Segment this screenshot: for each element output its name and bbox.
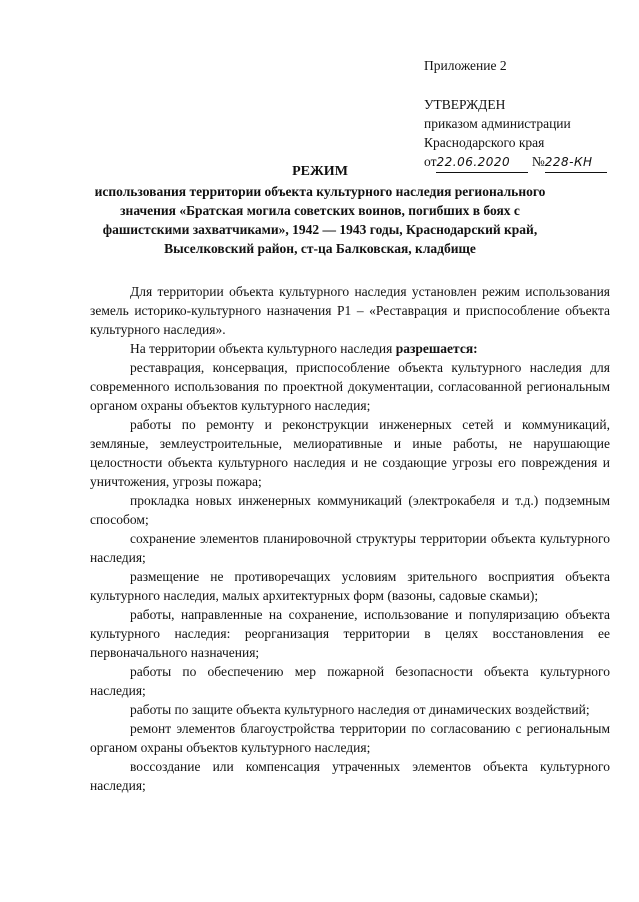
permitted-intro-paragraph	[90, 339, 610, 358]
handwritten-date: 22.06.2020	[436, 155, 511, 169]
approval-header	[424, 56, 607, 173]
paragraph: работы по защите объекта культурного наследия от динамических воздействий;	[130, 702, 590, 717]
paragraph: работы, направленные на сохранение, использование и популяризацию объекта культурного наследия: реорганизация территории в целях восстановления ее первоначального назначения;	[90, 607, 610, 660]
permitted-intro: На территории объекта культурного наследия	[130, 341, 393, 356]
order-line-2: Краснодарского края	[424, 135, 545, 150]
paragraph: работы по ремонту и реконструкции инженерных сетей и коммуникаций, земляные, землеустроительные, мелиоративные и иные работы, не нарушающие целостности объекта культурного наследия и не создающие угрозы его повреждения и уничтожения, угрозы пожара;	[90, 417, 610, 489]
paragraph: реставрация, консервация, приспособление объекта культурного наследия для современного использования по проектной документации, согласованной региональным органом охраны объектов культурного наследия;	[90, 360, 610, 413]
paragraph: работы по обеспечению мер пожарной безопасности объекта культурного наследия;	[90, 664, 610, 698]
paragraph: ремонт элементов благоустройства территории по согласованию с региональным органом охраны объектов культурного наследия;	[90, 721, 610, 755]
document-title: РЕЖИМ	[292, 164, 348, 179]
paragraph: сохранение элементов планировочной структуры территории объекта культурного наследия;	[90, 531, 610, 565]
order-line-1: приказом администрации	[424, 116, 571, 131]
paragraph: воссоздание или компенсация утраченных элементов объекта культурного наследия;	[90, 759, 610, 793]
paragraph: Для территории объекта культурного наследия установлен режим использования земель историко-культурного назначения Р1 – «Реставрация и приспособление объекта культурного наследия».	[90, 284, 610, 337]
document-body	[90, 282, 610, 795]
handwritten-number: 228-КН	[544, 155, 593, 169]
permitted-label: разрешается:	[395, 341, 478, 356]
paragraph: размещение не противоречащих условиям зрительного восприятия объекта культурного наследия, малых архитектурных форм (вазоны, садовые скамьи);	[90, 569, 610, 603]
appendix-label: Приложение 2	[424, 58, 507, 73]
document-title-block	[80, 162, 560, 258]
date-prefix: от	[424, 154, 437, 169]
approved-label: УТВЕРЖДЕН	[424, 97, 506, 112]
number-prefix: №	[531, 154, 545, 169]
document-subtitle: использования территории объекта культурного наследия регионального значения «Братская могила советских воинов, погибших в боях с фашистскими захватчиками», 1942 — 1943 годы, Краснодарский край, Выселковский район, ст-ца Балковская, кладбище	[94, 184, 546, 256]
paragraph: прокладка новых инженерных коммуникаций (электрокабеля и т.д.) подземным способом;	[90, 493, 610, 527]
